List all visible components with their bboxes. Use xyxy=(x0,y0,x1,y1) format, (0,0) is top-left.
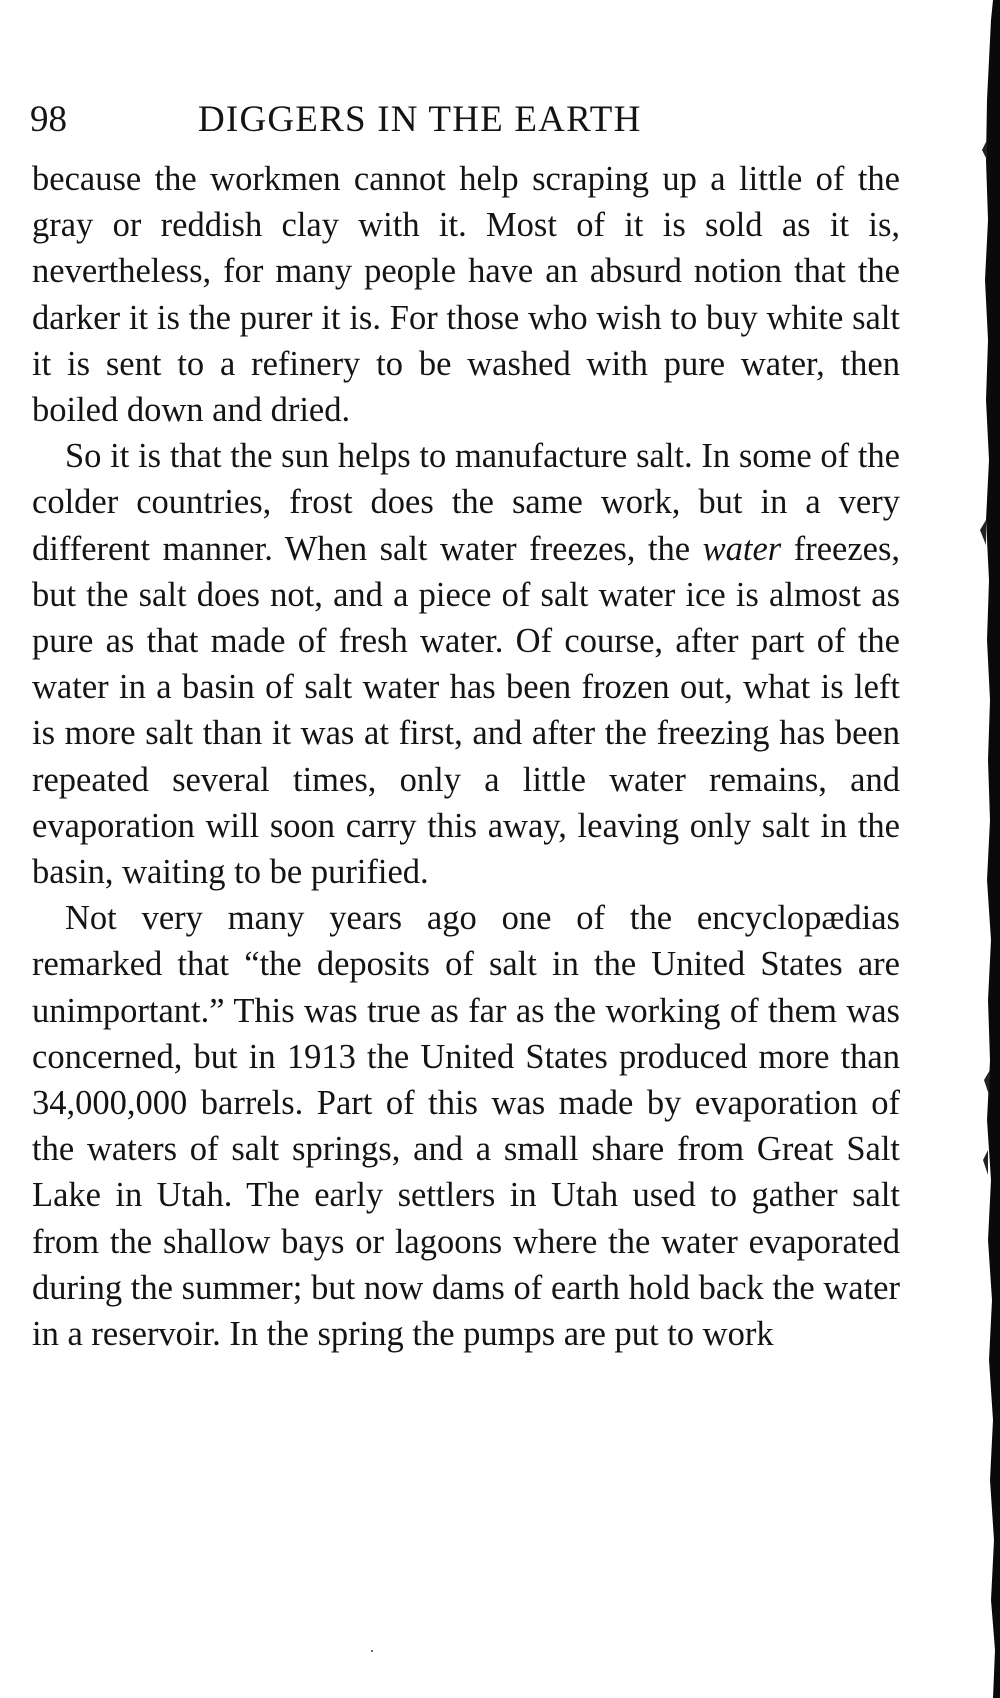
paragraph-2-text-after: freezes, but the salt does not, and a piece of salt water ice is almost as pure as that made of fresh water. Of course, after part of the water in a basin of salt water has been frozen out, what is left is more salt than it was at first, and after the freezing has been repeated several times, only a little water remains, and evaporation will soon carry this away, leaving only salt in the basin, waiting to be purified. xyxy=(32,529,901,892)
page-number: 98 xyxy=(30,99,67,140)
paragraph-1: because the workmen cannot help scraping up a little of the gray or reddish clay with it. Most of it is sold as it is, nevertheless, for many people have an absurd notion that the darker it is the purer it is. For those who wish to buy white salt it is sent to a refinery to be washed with pure water, then boiled down and dried. xyxy=(32,160,900,430)
paragraph-3: Not very many years ago one of the encyclopædias remarked that “the deposits of salt in the United States are unimportant.” This was true as far as the working of them was concerned, but in 1913 the United States produced more than 34,000,000 barrels. Part of this was made by evaporation of the waters of salt springs, and a small share from Great Salt Lake in Utah. The early settlers in Utah used to gather salt from the shallow bays or lagoons where the water evaporated during the summer; but now dams of earth hold back the water in a reservoir. In the spring the pumps are put to work xyxy=(32,899,900,1354)
body-text xyxy=(32,156,900,1357)
running-head xyxy=(30,92,900,148)
running-title: DIGGERS IN THE EARTH xyxy=(198,99,642,140)
scan-edge-shadow xyxy=(960,0,1000,1698)
paragraph-2-text-before: So it is that the sun helps to manufacture salt. In some of the colder countries, frost does the same work, but in a very different manner. When salt water freezes, the xyxy=(32,437,900,568)
paragraph-2 xyxy=(32,433,900,895)
emphasis: water xyxy=(702,529,782,568)
scan-speck xyxy=(371,1650,373,1652)
